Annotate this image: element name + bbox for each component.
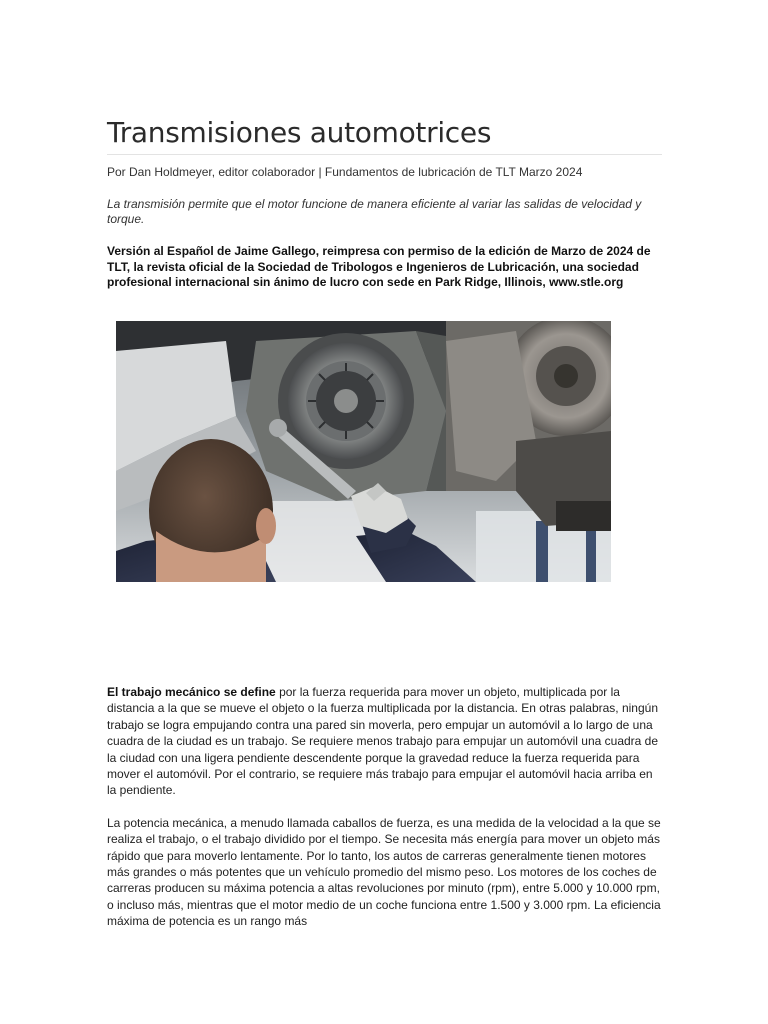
mechanic-photo-illustration [116, 321, 611, 582]
article-lead: La transmisión permite que el motor funcione de manera eficiente al variar las salidas de velocidad y torque. [107, 197, 642, 226]
paragraph-work [107, 684, 662, 799]
article-header [107, 114, 662, 291]
article-body [107, 684, 662, 946]
article-photo [116, 321, 611, 582]
article-title: Transmisiones automotrices [107, 114, 662, 155]
paragraph-power: La potencia mecánica, a menudo llamada caballos de fuerza, es una medida de la velocidad a la que se realiza el trabajo, o el trabajo dividido por el tiempo. Se necesita más energía para mover un objeto más rápido que para moverlo lentamente. Por lo tanto, los autos de carreras generalmente tienen motores más grandes o más potentes que un vehículo promedio del mismo peso. Los motores de los coches de carreras producen su máxima potencia a altas revoluciones por minuto (rpm), entre 5.000 y 10.000 rpm, o incluso más, mientras que el motor medio de un coche funciona entre 1.500 y 3.000 rpm. La eficiencia máxima de potencia es un rango más [107, 815, 661, 929]
paragraph-work-text: por la fuerza requerida para mover un objeto, multiplicada por la distancia a la que se mueve el objeto o la fuerza multiplicada por la distancia. En otras palabras, ningún trabajo se logra empujando contra una pared sin moverla, pero empujar un automóvil a lo largo de una cuadra de la ciudad es un trabajo. Se requiere menos trabajo para empujar un automóvil una cuadra de la ciudad con una ligera pendiente descendente porque la gravedad reduce la fuerza requerida para mover el automóvil. Por el contrario, se requiere más trabajo para empujar el automóvil hacia arriba en la pendiente. [107, 685, 659, 798]
article-byline: Por Dan Holdmeyer, editor colaborador | Fundamentos de lubricación de TLT Marzo 2024 [107, 165, 583, 179]
paragraph-lead-bold: El trabajo mecánico se define [107, 685, 276, 699]
translation-credit: Versión al Español de Jaime Gallego, reimpresa con permiso de la edición de Marzo de 2024 de TLT, la revista oficial de la Sociedad de Tribologos e Ingenieros de Lubricación, una sociedad profesional internacional sin ánimo de lucro con sede en Park Ridge, Illinois, www.stle.org [107, 244, 651, 289]
